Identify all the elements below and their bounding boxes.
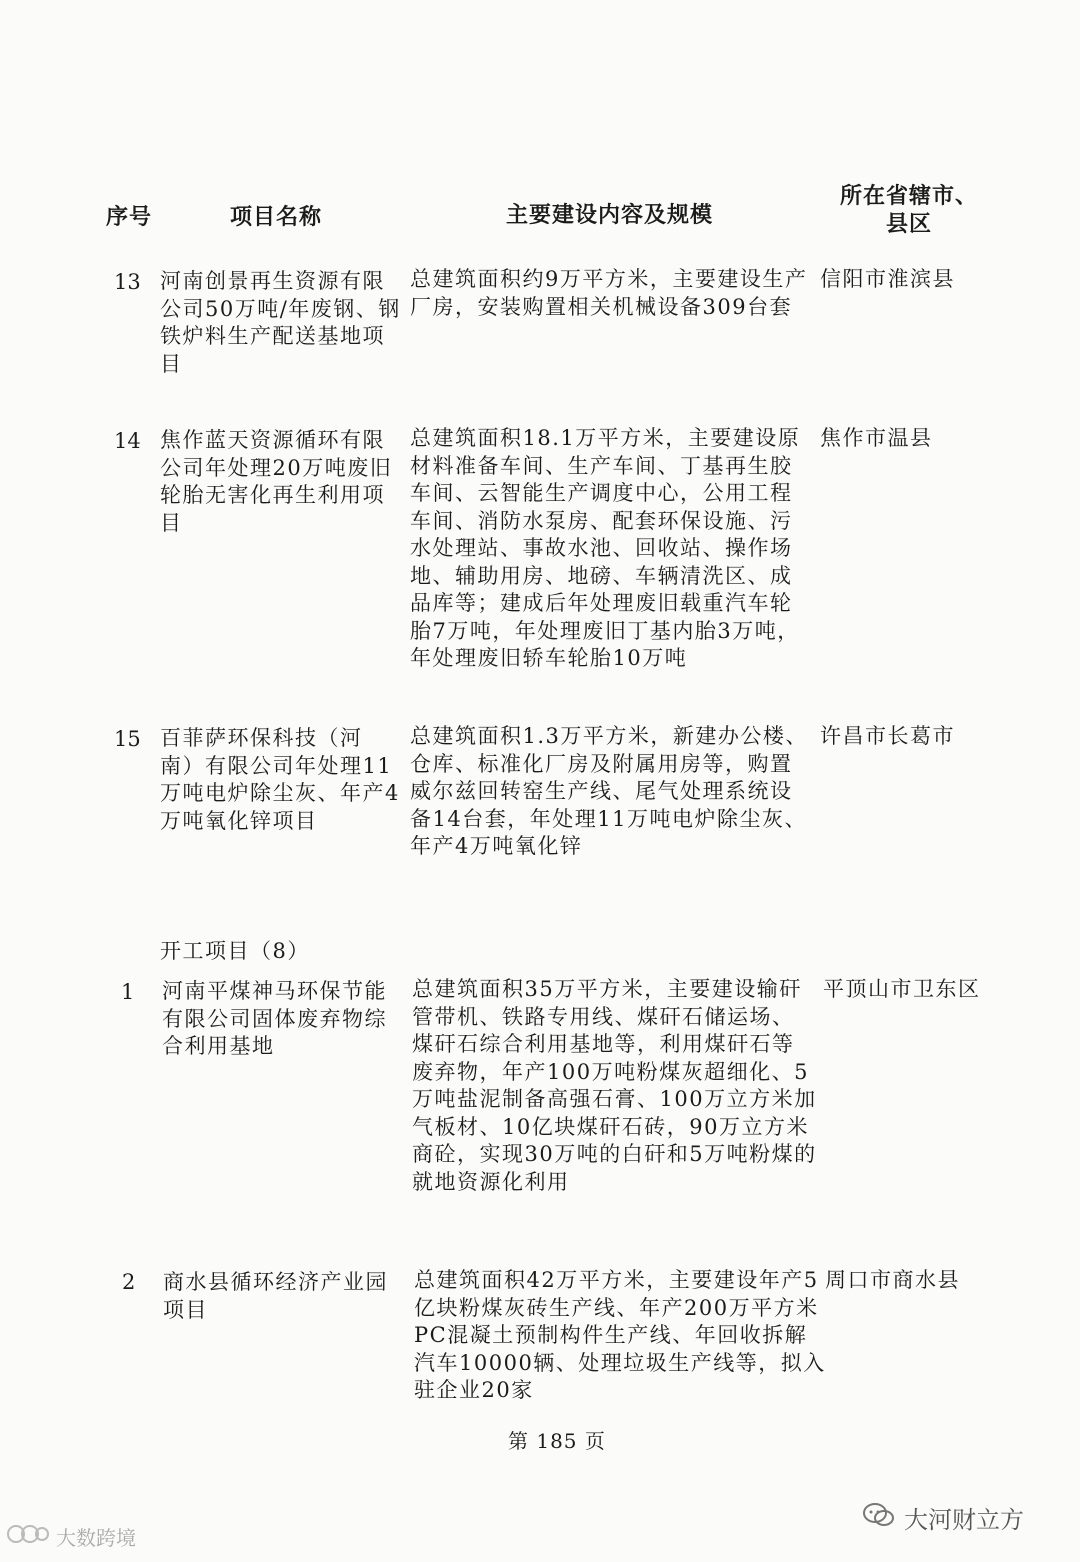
row-project-name: 河南创景再生资源有限 公司50万吨/年废钢、钢 铁炉料生产配送基地项 目 (160, 269, 401, 376)
watermark-right-text: 大河财立方 (904, 1506, 1024, 1534)
section-label: 开工项目（8） (160, 939, 310, 963)
logo-icon (6, 1522, 50, 1551)
watermark-right (862, 1500, 1024, 1535)
watermark-left-text: 大数跨境 (56, 1526, 136, 1550)
row-content: 总建筑面积1.3万平方米，新建办公楼、 仓库、标准化厂房及附属用房等，购置 威尔兹回转窑生产线、尾气处理系统设 备14台套，年处理11万吨电炉除尘灰、 年产4万吨氧化锌 (410, 724, 808, 858)
row-project-name: 商水县循环经济产业园 项目 (163, 1270, 388, 1322)
row-location: 焦作市温县 (820, 426, 933, 450)
row-content: 总建筑面积约9万平方米，主要建设生产 厂房，安装购置相关机械设备309台套 (410, 267, 808, 319)
row-number: 2 (122, 1270, 136, 1294)
row-content: 总建筑面积18.1万平方米，主要建设原 材料准备车间、生产车间、丁基再生胶 车间、云智能生产调度中心，公用工程 车间、消防水泵房、配套环保设施、污 水处理站、事故水池、回收站、操作场 地、辅助用房、地磅、车辆清洗区、成 品库等；建成后年处理废旧载重汽车轮 胎7万吨，年处理废旧丁基内胎3万吨， 年处理废旧轿车轮胎10万吨 (410, 426, 801, 670)
row-content: 总建筑面积35万平方米，主要建设输矸 管带机、铁路专用线、煤矸石储运场、 煤矸石综合利用基地等，利用煤矸石等 废弃物，年产100万吨粉煤灰超细化、5 万吨盐泥制备高强石膏、100万立方米加 气板材、10亿块煤矸石砖，90万立方米 商砼，实现30万吨的白矸和5万吨粉煤的 就地资源化利用 (412, 977, 817, 1194)
row-number: 15 (114, 727, 141, 751)
row-location: 周口市商水县 (825, 1268, 960, 1292)
header-col-no: 序号 (106, 205, 153, 230)
header-col-name: 项目名称 (230, 205, 323, 230)
row-project-name: 焦作蓝天资源循环有限 公司年处理20万吨废旧 轮胎无害化再生利用项 目 (160, 428, 393, 535)
row-number: 14 (114, 429, 141, 453)
header-col-content: 主要建设内容及规模 (506, 203, 714, 228)
row-project-name: 百菲萨环保科技（河 南）有限公司年处理11 万吨电炉除尘灰、年产4 万吨氧化锌项目 (160, 726, 400, 833)
row-content: 总建筑面积42万平方米，主要建设年产5 亿块粉煤灰砖生产线、年产200万平方米 PC混凝土预制构件生产线、年回收拆解 汽车10000辆、处理垃圾生产线等，拟入 驻企业20家 (414, 1268, 826, 1402)
row-number: 1 (121, 980, 135, 1004)
chat-bubble-icon (862, 1501, 896, 1535)
row-location: 平顶山市卫东区 (823, 977, 981, 1001)
row-number: 13 (114, 270, 141, 294)
row-location: 信阳市淮滨县 (820, 267, 955, 291)
row-location: 许昌市长葛市 (820, 724, 955, 748)
page-number: 第 185 页 (508, 1429, 606, 1453)
watermark-left (6, 1522, 136, 1551)
row-project-name: 河南平煤神马环保节能 有限公司固体废弃物综 合利用基地 (162, 979, 387, 1058)
header-col-location: 所在省辖市、 县区 (840, 184, 979, 237)
